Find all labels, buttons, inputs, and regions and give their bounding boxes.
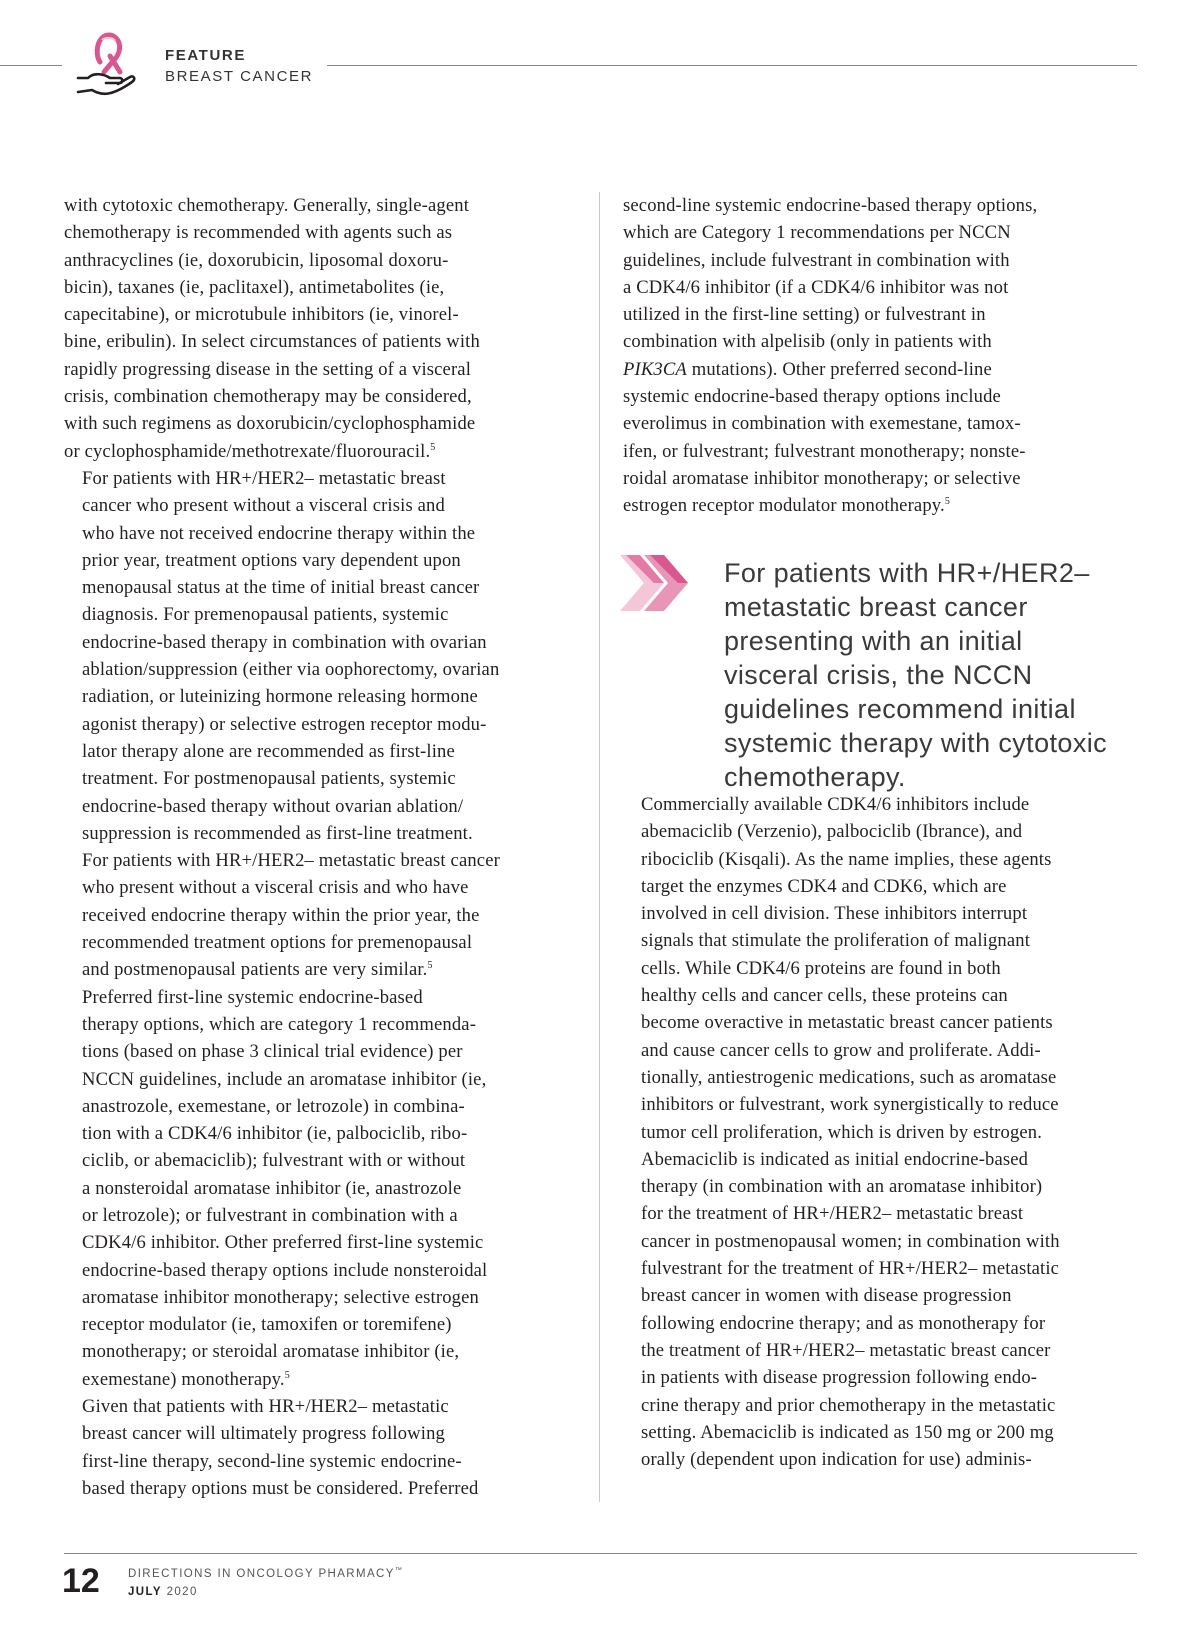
text-line: for the treatment of HR+/HER2– metastatic breast	[641, 1203, 1024, 1225]
text-line: combination with alpelisib (only in patients with	[623, 331, 992, 353]
text-line-content: exemestane) monotherapy.	[82, 1368, 285, 1390]
text-line: ciclib, or abemaciclib); fulvestrant with or without	[82, 1150, 466, 1172]
text-line: monotherapy; or steroidal aromatase inhibitor (ie,	[82, 1341, 460, 1363]
left-column	[64, 192, 576, 1502]
text-line: breast cancer in women with disease progression	[641, 1285, 1012, 1307]
text-line: bine, eribulin). In select circumstances of patients with	[64, 331, 480, 353]
text-line: received endocrine therapy within the prior year, the	[82, 904, 480, 926]
text-line: breast cancer will ultimately progress following	[82, 1423, 445, 1445]
text-line: Preferred first-line systemic endocrine-based	[82, 986, 423, 1008]
text-line: suppression is recommended as first-line treatment.	[82, 822, 473, 844]
text-line: Given that patients with HR+/HER2– metastatic	[82, 1396, 449, 1418]
header-rule-left	[0, 65, 62, 66]
text-line: menopausal status at the time of initial breast cancer	[82, 577, 480, 599]
section-topic: BREAST CANCER	[165, 68, 314, 85]
text-line: cancer in postmenopausal women; in combination with	[641, 1230, 1060, 1252]
text-line-content: and postmenopausal patients are very similar.	[82, 959, 428, 981]
text-line: Commercially available CDK4/6 inhibitors include	[641, 794, 1030, 815]
text-line: setting. Abemaciclib is indicated as 150 mg or 200 mg	[641, 1421, 1054, 1443]
text-line: a nonsteroidal aromatase inhibitor (ie, anastrozole	[82, 1177, 462, 1199]
pull-quote	[724, 556, 1154, 794]
paragraph	[623, 1146, 1136, 1474]
text-line	[623, 492, 1136, 519]
text-line: utilized in the first-line setting) or fulvestrant in	[623, 304, 986, 326]
text-line: the treatment of HR+/HER2– metastatic breast cancer	[641, 1339, 1051, 1361]
text-line	[64, 1366, 576, 1393]
pull-quote-line: chemotherapy.	[724, 762, 906, 792]
text-line: rapidly progressing disease in the setting of a visceral	[64, 358, 472, 380]
text-line: diagnosis. For premenopausal patients, systemic	[82, 604, 449, 626]
text-line: first-line therapy, second-line systemic endocrine-	[82, 1450, 462, 1472]
column-divider	[599, 192, 600, 1502]
trademark-mark: ™	[394, 1567, 404, 1574]
text-line: For patients with HR+/HER2– metastatic breast	[82, 467, 446, 489]
text-line: crisis, combination chemotherapy may be considered,	[64, 386, 472, 408]
text-line: involved in cell division. These inhibitors interrupt	[641, 903, 1028, 925]
text-line: CDK4/6 inhibitor. Other preferred first-line systemic	[82, 1232, 484, 1254]
text-line: tions (based on phase 3 clinical trial evidence) per	[82, 1041, 463, 1063]
text-line	[64, 956, 576, 983]
publication-title: DIRECTIONS IN ONCOLOGY PHARMACY	[128, 1568, 395, 1580]
text-line: therapy (in combination with an aromatase inhibitor)	[641, 1176, 1043, 1198]
text-line: ablation/suppression (either via oophorectomy, ovarian	[82, 659, 500, 681]
text-line: signals that stimulate the proliferation of malignant	[641, 930, 1031, 952]
text-line: tionally, antiestrogenic medications, such as aromatase	[641, 1066, 1057, 1088]
paragraph	[64, 1393, 576, 1502]
text-line: endocrine-based therapy options include nonsteroidal	[82, 1259, 488, 1281]
reference-marker: 5	[944, 496, 950, 508]
pull-quote-line: guidelines recommend initial	[724, 694, 1076, 724]
text-line: lator therapy alone are recommended as first-line	[82, 740, 455, 762]
paragraph	[623, 791, 1136, 1146]
text-line: with such regimens as doxorubicin/cyclophosphamide	[64, 413, 476, 435]
pull-quote-line: visceral crisis, the NCCN	[724, 660, 1033, 690]
text-line: ribociclib (Kisqali). As the name implies, these agents	[641, 848, 1052, 870]
text-line: capecitabine), or microtubule inhibitors (ie, vinorel-	[64, 304, 459, 326]
text-line: aromatase inhibitor monotherapy; selective estrogen	[82, 1286, 479, 1308]
pull-quote-line: metastatic breast cancer	[724, 592, 1028, 622]
text-line: therapy options, which are category 1 recommenda-	[82, 1013, 477, 1035]
text-line: systemic endocrine-based therapy options include	[623, 386, 1001, 408]
text-line: who present without a visceral crisis and who have	[82, 877, 469, 899]
text-line: prior year, treatment options vary dependent upon	[82, 549, 461, 571]
text-line: roidal aromatase inhibitor monotherapy; or selective	[623, 467, 1021, 489]
text-line: tion with a CDK4/6 inhibitor (ie, palbociclib, ribo-	[82, 1123, 468, 1145]
text-line: cancer who present without a visceral crisis and	[82, 495, 445, 517]
text-line: receptor modulator (ie, tamoxifen or toremifene)	[82, 1314, 452, 1336]
text-line: cells. While CDK4/6 proteins are found in both	[641, 957, 1001, 979]
issue-month: JULY	[128, 1586, 162, 1598]
text-line: For patients with HR+/HER2– metastatic breast cancer	[82, 850, 500, 872]
text-line: endocrine-based therapy without ovarian ablation/	[82, 795, 464, 817]
text-line: with cytotoxic chemotherapy. Generally, single-agent	[64, 195, 470, 216]
text-line: in patients with disease progression following endo-	[641, 1367, 1038, 1389]
issue-date	[128, 1586, 198, 1598]
pull-quote-line: systemic therapy with cytotoxic	[724, 728, 1108, 758]
ribbon-hand-icon	[74, 26, 142, 102]
paragraph	[623, 192, 1136, 520]
paragraph	[64, 984, 576, 1393]
header-rule-right	[327, 65, 1137, 66]
text-line: following endocrine therapy; and as monotherapy for	[641, 1312, 1046, 1334]
text-line: ifen, or fulvestrant; fulvestrant monotherapy; nonste-	[623, 440, 1026, 462]
text-line: Abemaciclib is indicated as initial endocrine-based	[641, 1148, 1029, 1170]
text-line-content: mutations). Other preferred second-line	[686, 358, 992, 380]
text-line: chemotherapy is recommended with agents such as	[64, 222, 453, 244]
gene-name: PIK3CA	[623, 358, 687, 380]
paragraph	[64, 192, 576, 465]
text-line: recommended treatment options for premenopausal	[82, 932, 473, 954]
text-line: target the enzymes CDK4 and CDK6, which are	[641, 875, 1007, 897]
text-line: or letrozole); or fulvestrant in combination with a	[82, 1204, 458, 1226]
text-line: become overactive in metastatic breast cancer patients	[641, 1012, 1053, 1034]
double-chevron-quote-icon	[620, 555, 694, 611]
text-line: NCCN guidelines, include an aromatase inhibitor (ie,	[82, 1068, 487, 1090]
publication-name	[128, 1568, 403, 1580]
page-number: 12	[62, 1562, 100, 1600]
right-column-bottom	[623, 791, 1136, 1473]
text-line	[623, 356, 1136, 383]
text-line: based therapy options must be considered. Preferred	[82, 1477, 479, 1499]
text-line: inhibitors or fulvestrant, work synergistically to reduce	[641, 1094, 1059, 1116]
text-line: abemaciclib (Verzenio), palbociclib (Ibrance), and	[641, 821, 1023, 843]
text-line: second-line systemic endocrine-based therapy options,	[623, 195, 1038, 216]
text-line: radiation, or luteinizing hormone releasing hormone	[82, 686, 478, 708]
text-line: endocrine-based therapy in combination with ovarian	[82, 631, 487, 653]
text-line: orally (dependent upon indication for use) adminis-	[641, 1449, 1032, 1471]
text-line: tumor cell proliferation, which is driven by estrogen.	[641, 1121, 1043, 1143]
reference-marker: 5	[430, 441, 436, 453]
text-line: treatment. For postmenopausal patients, systemic	[82, 768, 456, 790]
text-line: who have not received endocrine therapy within the	[82, 522, 476, 544]
section-kicker: FEATURE	[165, 47, 246, 64]
text-line-content: estrogen receptor modulator monotherapy.	[623, 495, 945, 517]
pull-quote-line: For patients with HR+/HER2–	[724, 558, 1090, 588]
text-line: anastrozole, exemestane, or letrozole) in combina-	[82, 1095, 465, 1117]
text-line: bicin), taxanes (ie, paclitaxel), antimetabolites (ie,	[64, 276, 445, 298]
text-line-content: or cyclophosphamide/methotrexate/fluorouracil.	[64, 440, 431, 462]
text-line: crine therapy and prior chemotherapy in the metastatic	[641, 1394, 1056, 1416]
issue-year: 2020	[166, 1586, 198, 1598]
text-line: agonist therapy) or selective estrogen receptor modu-	[82, 713, 487, 735]
reference-marker: 5	[427, 960, 433, 972]
text-line: and cause cancer cells to grow and proliferate. Addi-	[641, 1039, 1041, 1061]
right-column-top	[623, 192, 1136, 520]
text-line: a CDK4/6 inhibitor (if a CDK4/6 inhibitor was not	[623, 276, 1009, 298]
footer-rule	[64, 1553, 1137, 1554]
pull-quote-line: presenting with an initial	[724, 626, 1023, 656]
text-line: fulvestrant for the treatment of HR+/HER2– metastatic	[641, 1258, 1060, 1280]
text-line	[64, 438, 576, 465]
text-line: healthy cells and cancer cells, these proteins can	[641, 985, 1008, 1007]
text-line: guidelines, include fulvestrant in combination with	[623, 249, 1010, 271]
paragraph	[64, 465, 576, 984]
text-line: everolimus in combination with exemestane, tamox-	[623, 413, 1021, 435]
reference-marker: 5	[284, 1369, 290, 1381]
text-line: anthracyclines (ie, doxorubicin, liposomal doxoru-	[64, 249, 449, 271]
text-line: which are Category 1 recommendations per NCCN	[623, 222, 1011, 244]
